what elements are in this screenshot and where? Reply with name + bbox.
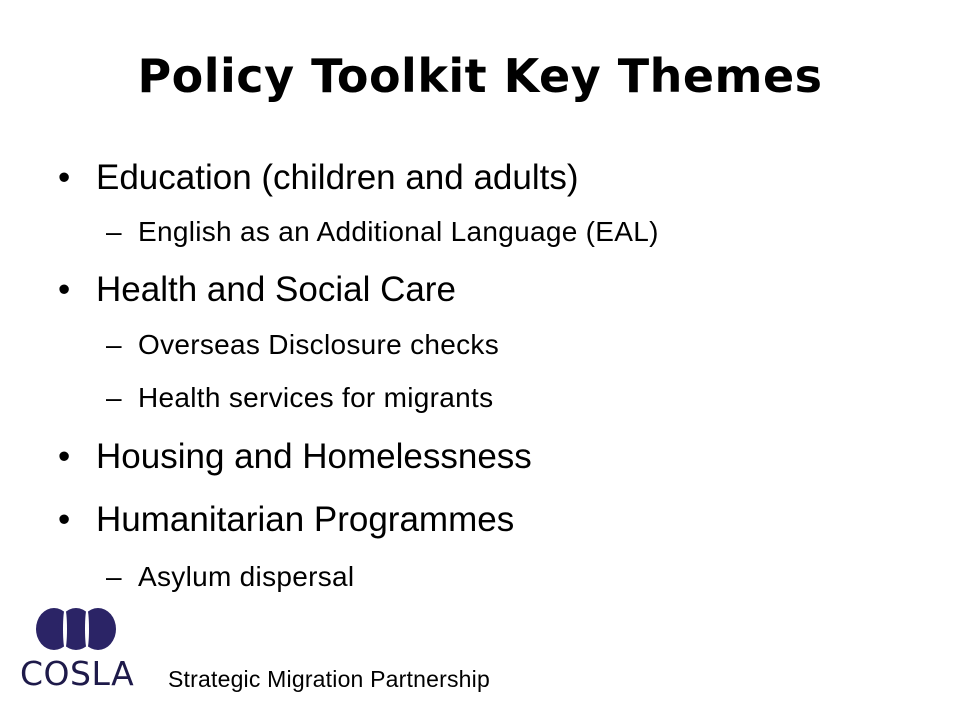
bullet-marker: • [58, 270, 71, 309]
sub-bullet-health-services [106, 381, 493, 415]
bullet-education [58, 158, 579, 198]
cosla-logo [20, 606, 140, 696]
logo-circles-icon [36, 606, 136, 652]
sub-bullet-eal [106, 215, 659, 249]
bullet-text: Humanitarian Programmes [96, 500, 515, 539]
bullet-health-social-care [58, 270, 456, 310]
sub-bullet-marker: – [106, 216, 122, 247]
sub-bullet-marker: – [106, 329, 122, 360]
bullet-text: Health and Social Care [96, 270, 456, 309]
sub-bullet-text: Overseas Disclosure checks [138, 329, 500, 360]
bullet-marker: • [58, 437, 71, 476]
sub-bullet-marker: – [106, 382, 122, 413]
sub-bullet-marker: – [106, 561, 122, 592]
sub-bullet-text: Asylum dispersal [138, 561, 355, 592]
logo-wordmark: COSLA [20, 654, 135, 693]
bullet-marker: • [58, 158, 71, 197]
bullet-humanitarian [58, 500, 514, 540]
bullet-text: Education (children and adults) [96, 158, 579, 197]
sub-bullet-disclosure [106, 328, 499, 362]
bullet-housing [58, 437, 532, 477]
slide-title: Policy Toolkit Key Themes [137, 49, 823, 103]
sub-bullet-asylum [106, 560, 354, 594]
bullet-text: Housing and Homelessness [96, 437, 532, 476]
bullet-marker: • [58, 500, 71, 539]
sub-bullet-text: Health services for migrants [138, 382, 494, 413]
footer-text: Strategic Migration Partnership [168, 666, 490, 692]
sub-bullet-text: English as an Additional Language (EAL) [138, 216, 659, 247]
